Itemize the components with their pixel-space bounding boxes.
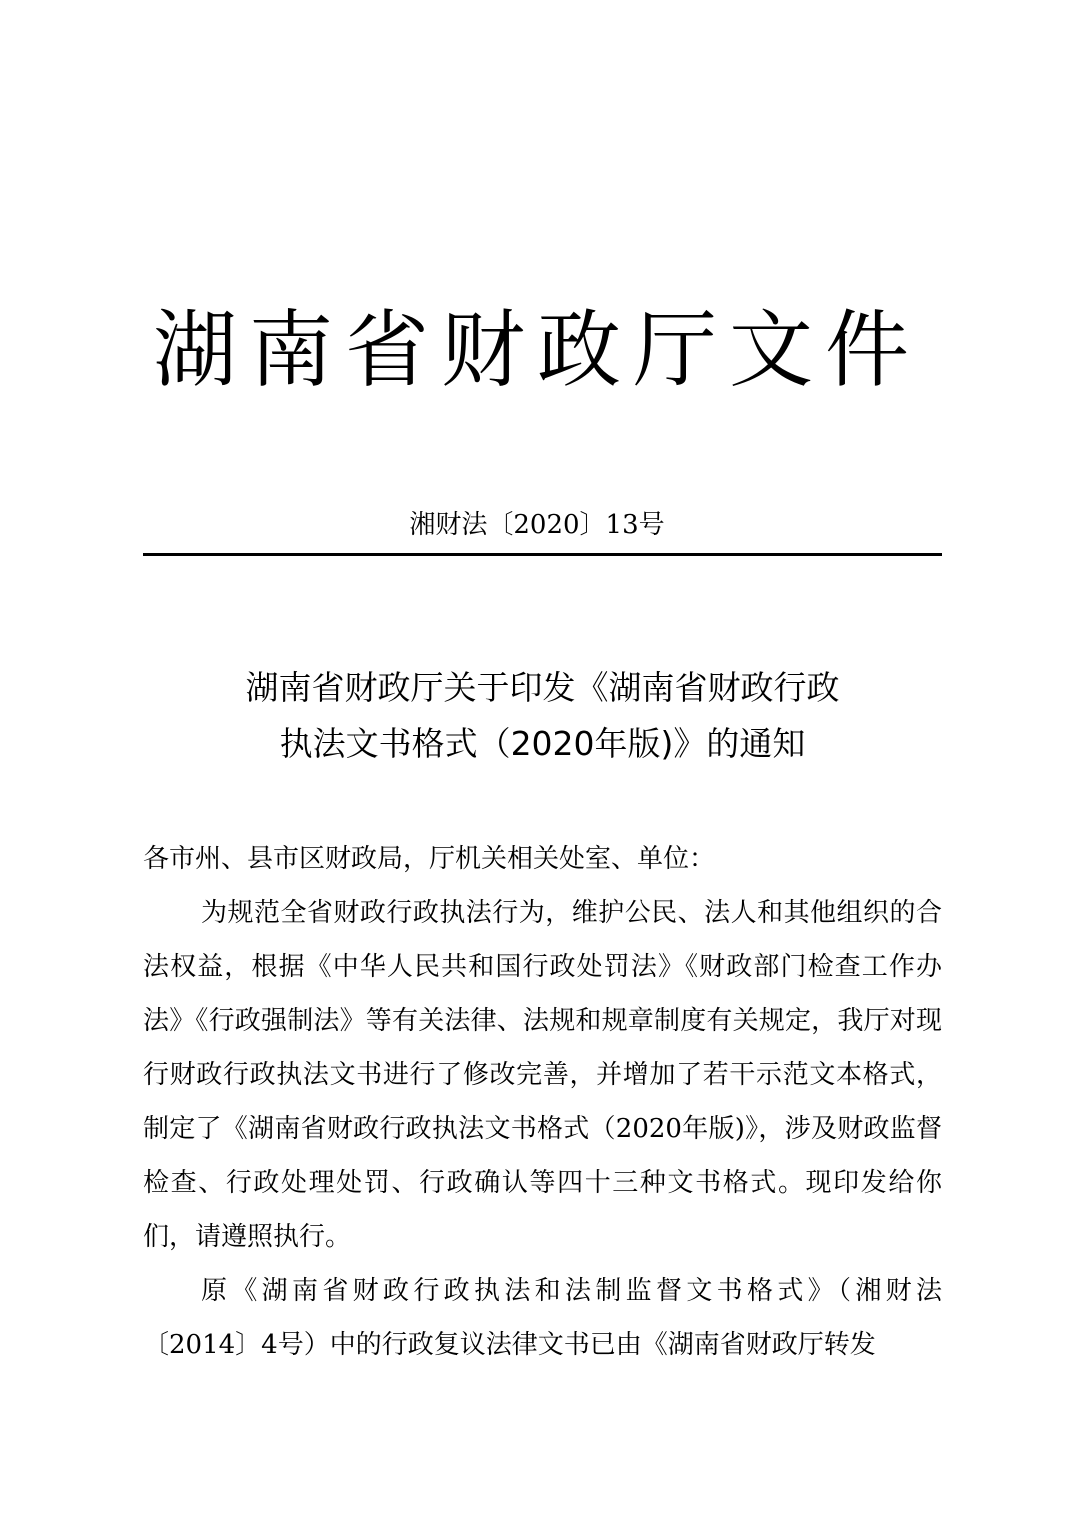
notice-title-line-1: 湖南省财政厅关于印发《湖南省财政行政 <box>245 668 840 707</box>
body-paragraph-1: 为规范全省财政行政执法行为，维护公民、法人和其他组织的合法权益，根据《中华人民共和国行政处罚法》《财政部门检查工作办法》《行政强制法》等有关法律、法规和规章制度有关规定，我厅对现行财政行政执法文书进行了修改完善，并增加了若干示范文本格式，制定了《湖南省财政行政执法文书格式（2020年版)》，涉及财政监督检查、行政处理处罚、行政确认等四十三种文书格式。现印发给你们，请遵照执行。 <box>143 898 942 1252</box>
notice-title <box>143 660 942 772</box>
header-divider <box>143 553 942 556</box>
body-paragraph-2: 原《湖南省财政行政执法和法制监督文书格式》（湘财法〔2014〕4号）中的行政复议法律文书已由《湖南省财政厅转发 <box>143 1276 942 1360</box>
issuer-header: 湖南省财政厅文件 <box>152 301 921 399</box>
salutation: 各市州、县市区财政局，厅机关相关处室、单位： <box>143 844 716 874</box>
notice-body <box>143 832 942 1372</box>
notice-title-line-2: 执法文书格式（2020年版)》的通知 <box>279 724 806 763</box>
document-number: 湘财法〔2020〕13号 <box>409 510 665 540</box>
